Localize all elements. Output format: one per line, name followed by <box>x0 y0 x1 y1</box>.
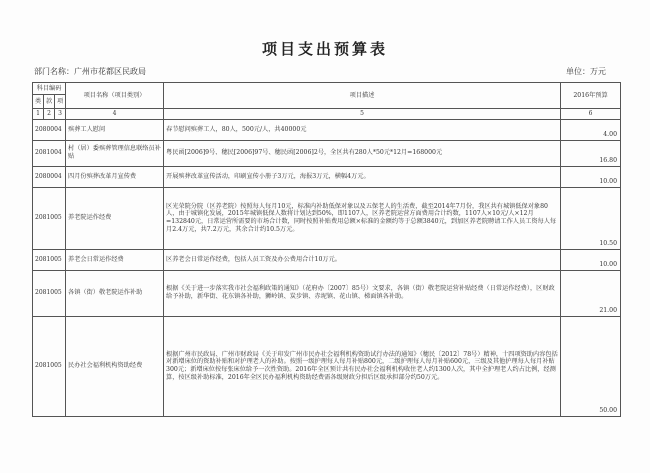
row-code: 2081005 <box>33 249 66 270</box>
lei-header: 类 <box>33 95 44 109</box>
code-group-header: 科目编码 <box>33 83 66 95</box>
row-project-name: 各镇（街）敬老院运作补助 <box>66 270 164 316</box>
row-code: 2080004 <box>33 166 66 187</box>
row-project-name: 民办社会福利机构资助经费 <box>66 316 164 416</box>
index-cell: 4 <box>66 109 164 120</box>
row-amount: 16.80 <box>561 140 621 166</box>
project-name-header: 项目名称（项目类别） <box>66 83 164 109</box>
row-description: 根据广州市民政局、广州市财政局《关于印发广州市民办社会福利机构资助试行办法的通知》（穗民〔2012〕78号）精神，十四项资助内容包括对新增床位的资助补贴和对护理老人的补助。按照一级护理每人每月补贴800元，二级护理每人每月补贴600元，三级及其他护理每人每月补贴300元；新增床位按每张床位给予一次性资助。2016年全区预计共有民办社会福利机构收住老人约1300人次，其中全护理老人约占比例，经测算，按区级补助标准，2016年全区民办福利机构资助经费需各级财政分担后区级承担部分约50万元。 <box>164 316 561 416</box>
budget-header: 2016年预算 <box>561 83 621 109</box>
header-row-1 <box>33 83 621 95</box>
unit-label: 单位：万元 <box>566 67 606 76</box>
xiang-header: 项 <box>55 95 66 109</box>
row-description: 春节慰问殡葬工人，80人，500元/人，共40000元 <box>164 119 561 140</box>
row-amount: 21.00 <box>561 270 621 316</box>
row-project-name: 养老会日常运作经费 <box>66 249 164 270</box>
row-amount: 4.00 <box>561 119 621 140</box>
table-row <box>33 249 621 270</box>
kuan-header: 款 <box>44 95 55 109</box>
row-description: 开展殡葬改革宣传活动，印刷宣传小册子3万元，海报3万元，横幅4万元。 <box>164 166 561 187</box>
row-code: 2081004 <box>33 140 66 166</box>
row-code: 2081005 <box>33 270 66 316</box>
row-code: 2081005 <box>33 187 66 249</box>
row-amount: 10.50 <box>561 187 621 249</box>
index-cell: 6 <box>561 109 621 120</box>
row-amount: 50.00 <box>561 316 621 416</box>
budget-table <box>32 82 621 417</box>
row-project-name: 养老院运作经费 <box>66 187 164 249</box>
table-row <box>33 187 621 249</box>
index-cell: 2 <box>44 109 55 120</box>
table-row <box>33 166 621 187</box>
row-amount: 10.00 <box>561 249 621 270</box>
row-description: 粤民函[2006]9号、穗民[2006]97号、穗民函[2006]2号，全区共有280人*50元*12月=168000元 <box>164 140 561 166</box>
index-cell: 1 <box>33 109 44 120</box>
row-project-name: 村（居）委殡葬管理信息联络员补贴 <box>66 140 164 166</box>
index-cell: 5 <box>164 109 561 120</box>
index-cell: 3 <box>55 109 66 120</box>
row-code: 2081005 <box>33 316 66 416</box>
row-description: 区光荣院分院（区养老院）按照每人每月10元，标准内补助低保对象以及五保老人的生活费，截至2014年7月份，我区共有城镇低保对象80人，由于城镇化发展，2015年城镇低保人数将计划达到50%，即1107人，区养老院运营方面费用合计约数，1107人×10元/人×12月=132840元，日常运营所需要的市场合计数，同时按照补贴费用总额×标准的金额约等于总额3840元，到加区养老院聘请工作人员工资每人每月2.4万元，共7.2万元，其余合计约10.5万元。 <box>164 187 561 249</box>
page-title: 项目支出预算表 <box>261 40 388 58</box>
table-row <box>33 316 621 416</box>
table-row <box>33 140 621 166</box>
row-description: 区养老会日常运作经费，包括人员工资及办公费用合计10万元。 <box>164 249 561 270</box>
table-row <box>33 270 621 316</box>
department-name: 部门名称：广州市花都区民政局 <box>34 67 146 76</box>
row-project-name: 殡葬工人慰问 <box>66 119 164 140</box>
row-project-name: 四月份殡葬改革月宣传费 <box>66 166 164 187</box>
row-code: 2080004 <box>33 119 66 140</box>
row-amount: 10.00 <box>561 166 621 187</box>
table-row <box>33 119 621 140</box>
index-row <box>33 109 621 120</box>
row-description: 根据《关于进一步落实我市社会福利政策的通知》（花府办〔2007〕85号）文要求，各镇（街）敬老院运营补贴经费（日常运作经费），区财政给予补助，新华街、花东镇各补助，狮岭镇、炭步镇、赤坭镇、花山镇、梯面镇各补助。 <box>164 270 561 316</box>
description-header: 项目描述 <box>164 83 561 109</box>
